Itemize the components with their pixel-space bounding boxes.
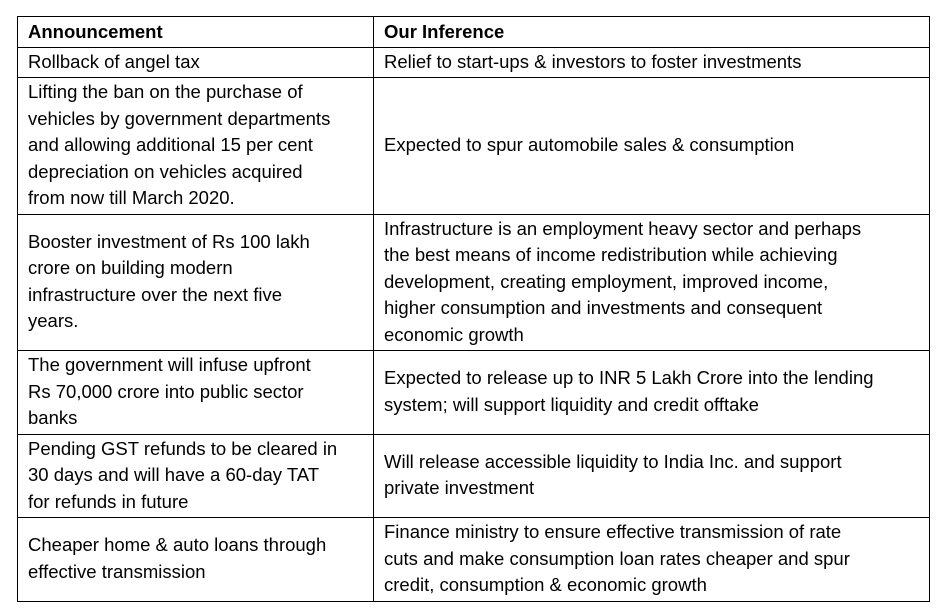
inference-text: Will release accessible liquidity to India Inc. and support private investment — [384, 450, 842, 499]
announcement-text: The government will infuse upfront Rs 70,000 crore into public sector banks — [28, 354, 311, 428]
announcement-cell — [18, 518, 374, 602]
announcement-cell — [18, 47, 374, 78]
announcement-text: Pending GST refunds to be cleared in 30 days and will have a 60-day TAT for refunds in future — [28, 437, 338, 512]
inference-text: Expected to release up to INR 5 Lakh Crore into the lending system; will support liquidity and credit offtake — [384, 367, 874, 415]
announcement-text: Lifting the ban on the purchase of vehicles by government departments and allowing additional 15 per cent depreciation on vehicles acquired from now till March 2020. — [28, 81, 331, 208]
announcement-text: Rollback of angel tax — [28, 50, 200, 72]
inference-cell — [374, 518, 930, 602]
announcement-text: Cheaper home & auto loans through effective transmission — [28, 534, 327, 582]
table-row — [18, 351, 930, 435]
inference-cell — [374, 434, 930, 518]
table-row — [18, 214, 930, 351]
inference-text: Relief to start-ups & investors to foster investments — [384, 50, 802, 72]
document-table-wrapper — [17, 16, 930, 602]
table-row — [18, 434, 930, 518]
inference-cell — [374, 351, 930, 435]
table-header-row — [18, 17, 930, 48]
inference-cell — [374, 47, 930, 78]
inference-text: Finance ministry to ensure effective transmission of rate cuts and make consumption loan rates cheaper and spur credit, consumption & economic growth — [384, 521, 850, 595]
header-announcement: Announcement — [18, 17, 374, 48]
header-our-inference: Our Inference — [374, 17, 930, 48]
announcement-text: Booster investment of Rs 100 lakh crore on building modern infrastructure over the next five years. — [28, 230, 310, 332]
table-row — [18, 78, 930, 215]
inference-cell — [374, 214, 930, 351]
inference-text: Infrastructure is an employment heavy sector and perhaps the best means of income redistribution while achieving development, creating employment, improved income, higher consumption and investments and consequent economic growth — [384, 217, 862, 345]
announcement-cell — [18, 351, 374, 435]
announcement-cell — [18, 214, 374, 351]
announcement-cell — [18, 78, 374, 215]
inference-text: Expected to spur automobile sales & consumption — [384, 134, 795, 155]
inference-cell — [374, 78, 930, 215]
table-row — [18, 47, 930, 78]
table-row — [18, 518, 930, 602]
announcement-inference-table — [17, 16, 930, 602]
announcement-cell — [18, 434, 374, 518]
